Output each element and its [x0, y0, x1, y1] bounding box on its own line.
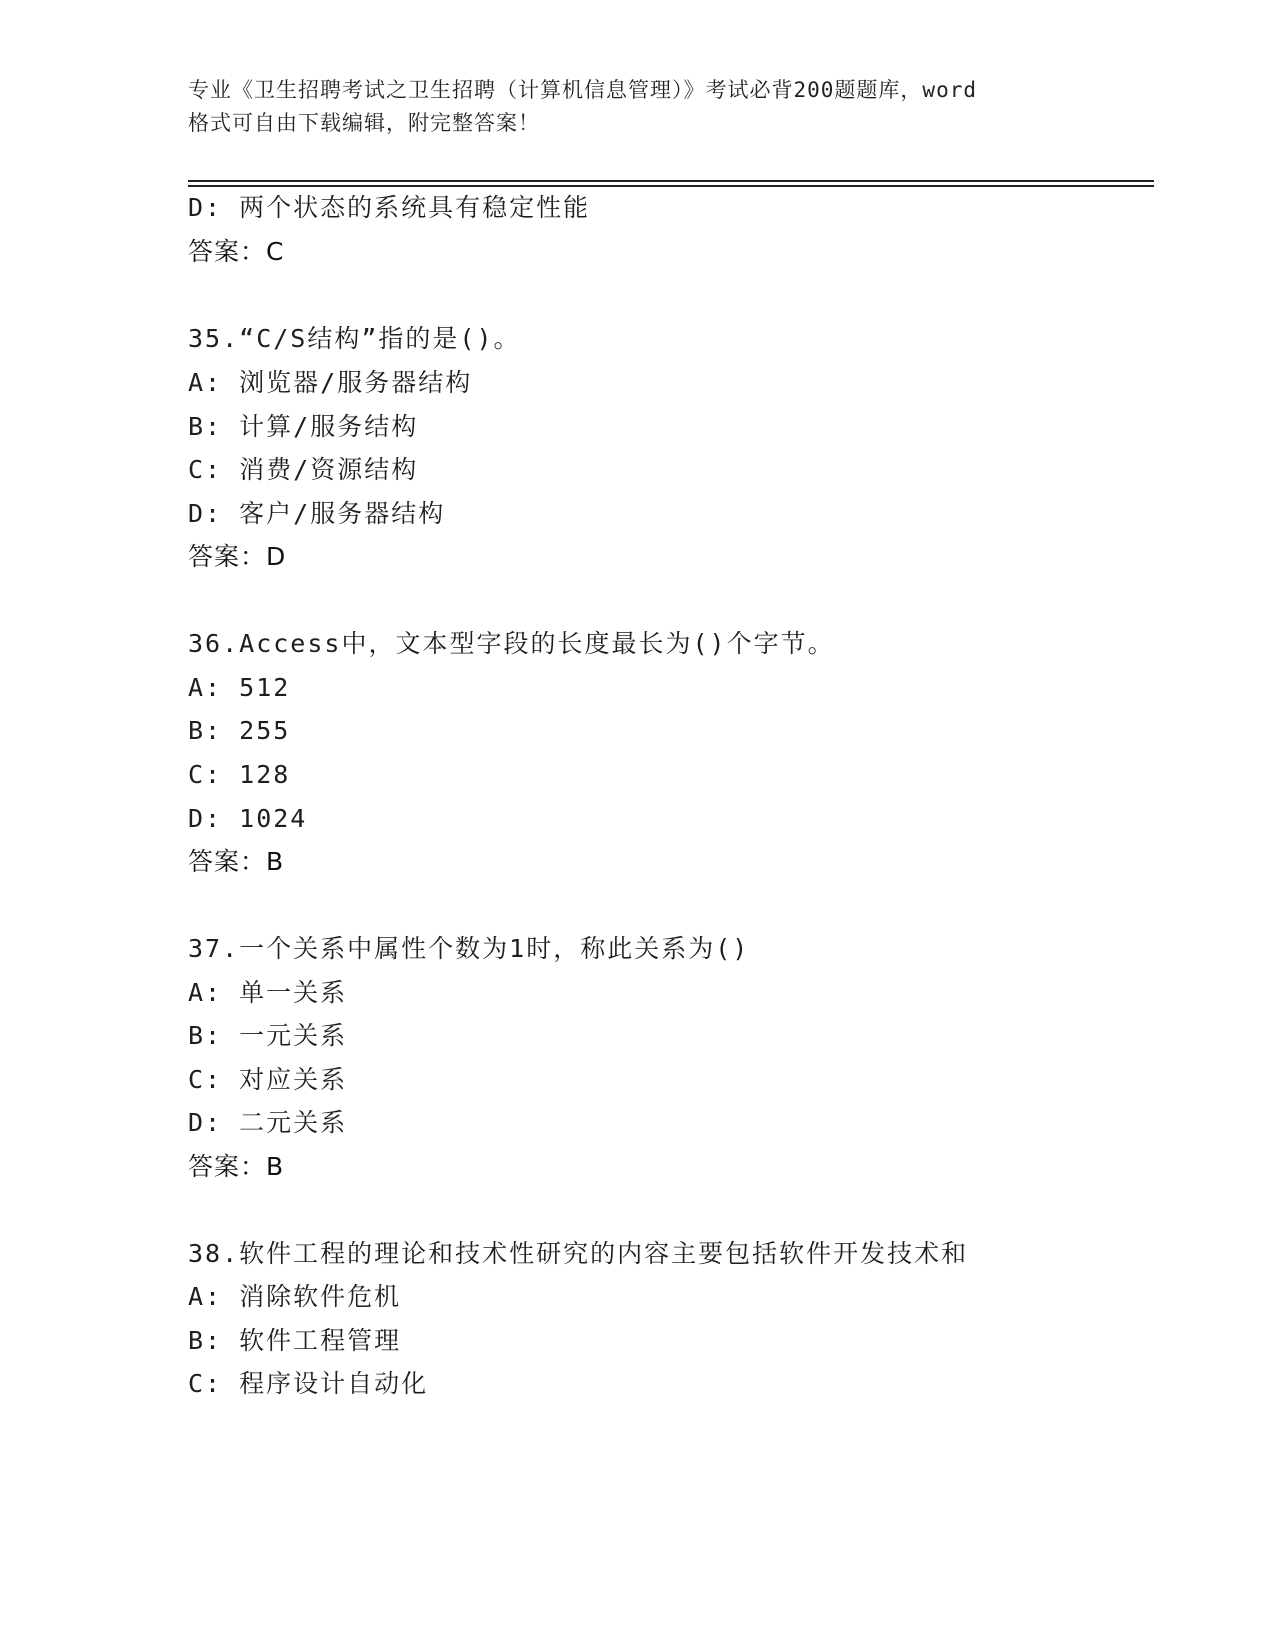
- q37-answer: 答案：B: [188, 1152, 285, 1181]
- q37-option-a: A: 单一关系: [188, 978, 348, 1007]
- q36-option-b: B: 255: [188, 716, 291, 745]
- q38-option-b: B: 软件工程管理: [188, 1326, 402, 1355]
- document-header: [188, 74, 1098, 140]
- header-rule-bottom: [188, 185, 1154, 187]
- q36-option-c: C: 128: [188, 760, 291, 789]
- q35-option-d: D: 客户/服务器结构: [188, 499, 446, 528]
- q35-option-b: B: 计算/服务结构: [188, 412, 419, 441]
- header-rule-top: [188, 180, 1154, 182]
- q37-option-c: C: 对应关系: [188, 1065, 348, 1094]
- q35-answer: 答案：D: [188, 542, 287, 571]
- q36-answer: 答案：B: [188, 847, 285, 876]
- q37-option-d: D: 二元关系: [188, 1108, 348, 1137]
- q36-option-d: D: 1024: [188, 804, 308, 833]
- prev-answer: 答案：C: [188, 237, 285, 266]
- prev-option-d: D: 两个状态的系统具有稳定性能: [188, 193, 591, 222]
- q38-option-a: A: 消除软件危机: [188, 1282, 402, 1311]
- q37-question: 37.一个关系中属性个数为1时，称此关系为(): [188, 934, 750, 963]
- header-line-1: 专业《卫生招聘考试之卫生招聘（计算机信息管理）》考试必背200题题库，word: [188, 78, 977, 102]
- q35-option-c: C: 消费/资源结构: [188, 455, 419, 484]
- header-line-2: 格式可自由下载编辑，附完整答案！: [188, 111, 540, 135]
- q36-question: 36.Access中，文本型字段的长度最长为()个字节。: [188, 629, 835, 658]
- q38-question: 38.软件工程的理论和技术性研究的内容主要包括软件开发技术和: [188, 1239, 969, 1268]
- q35-question: 35.“C/S结构”指的是()。: [188, 324, 521, 353]
- q38-option-c: C: 程序设计自动化: [188, 1369, 429, 1398]
- q36-option-a: A: 512: [188, 673, 291, 702]
- q37-option-b: B: 一元关系: [188, 1021, 348, 1050]
- q35-option-a: A: 浏览器/服务器结构: [188, 368, 473, 397]
